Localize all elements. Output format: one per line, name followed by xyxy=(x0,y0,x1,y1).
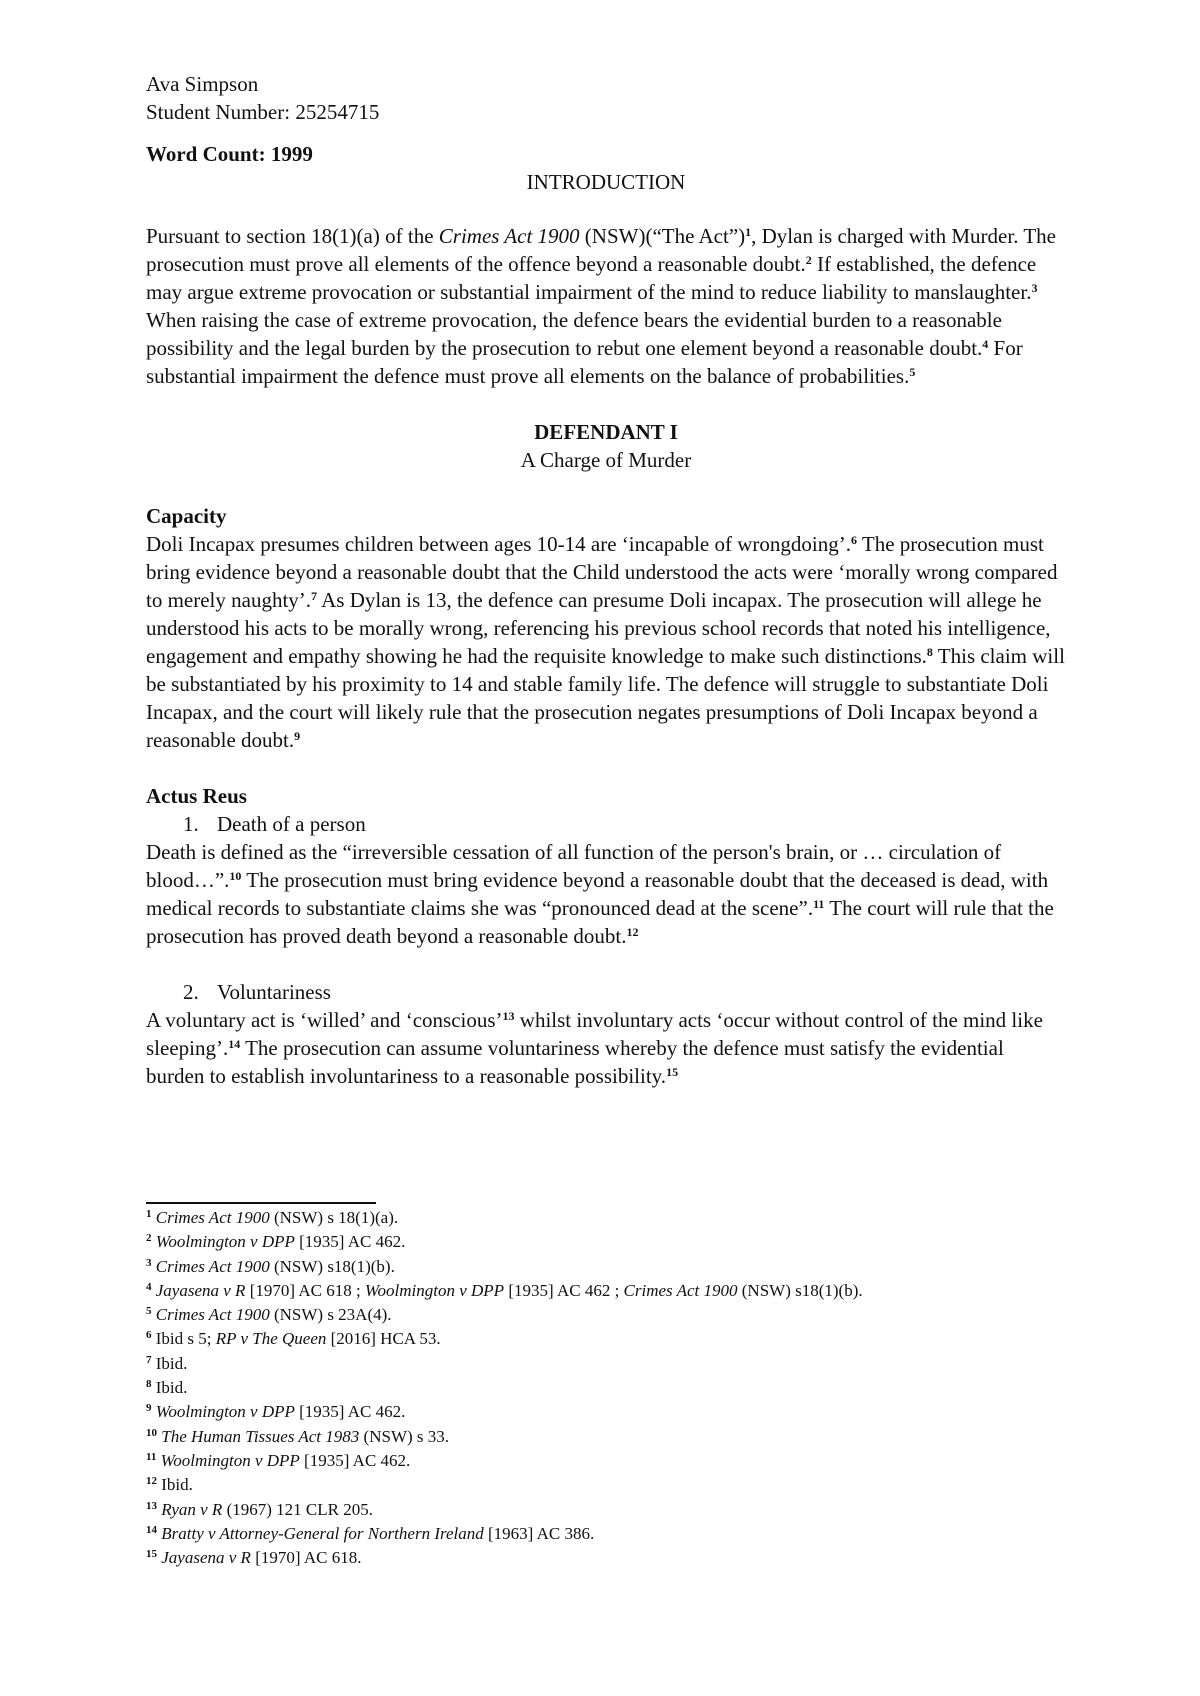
author-name: Ava Simpson xyxy=(146,72,259,96)
footnote-1: $^1$ Crimes Act 1900 (NSW) s 18(1)(a). xyxy=(146,1208,399,1227)
voluntariness-paragraph: A voluntary act is ‘willed’ and ‘conscious’$^{13}$ whilst involuntary acts ‘occur without control of the mind like sleeping’.$^{14}$ The prosecution can assume voluntariness whereby the defence must satisfy the evidential burden to establish involuntariness to a reasonable possibility.$^{15}$ xyxy=(146,1008,1043,1088)
introduction-paragraph: Pursuant to section 18(1)(a) of the Crimes Act 1900 (NSW)(“The Act”)$^1$, Dylan is charged with Murder. The prosecution must prove all elements of the offence beyond a reasonable doubt.$^2$ If established, the defence may argue extreme provocation or substantial impairment of the mind to reduce liability to manslaughter.$^3$ When raising the case of extreme provocation, the defence bears the evidential burden to a reasonable possibility and the legal burden by the prosecution to rebut one element beyond a reasonable doubt.$^4$ For substantial impairment the defence must prove all elements on the balance of probabilities.$^5$ xyxy=(146,224,1056,388)
footnote-ref-3[interactable]: 3 xyxy=(1031,281,1038,295)
footnote-ref-15[interactable]: 15 xyxy=(666,1065,679,1079)
capacity-heading: Capacity xyxy=(146,504,227,528)
defendant-title: DEFENDANT I xyxy=(534,420,678,444)
list-item-voluntariness: 2. Voluntariness xyxy=(183,980,331,1004)
footnote-3: $^3$ Crimes Act 1900 (NSW) s18(1)(b). xyxy=(146,1256,395,1276)
student-number: Student Number: 25254715 xyxy=(146,100,380,124)
footnote-separator xyxy=(146,1202,376,1204)
document-body xyxy=(146,70,1066,1090)
footnote-2: $^2$ Woolmington v DPP [1935] AC 462. xyxy=(146,1232,406,1252)
death-paragraph: Death is defined as the “irreversible cessation of all function of the person's brain, or … circulation of blood…”.$^{10}$ The prosecution must bring evidence beyond a reasonable doubt that the deceased is dead, with medical records to substantiate claims she was “pronounced dead at the scene”.$^{11}$ The court will rule that the prosecution has proved death beyond a reasonable doubt.$^{12}$ xyxy=(146,840,1054,948)
footnote-10: $^{10}$ The Human Tissues Act 1983 (NSW) s 33. xyxy=(146,1426,450,1446)
footnote-7: $^7$ Ibid. xyxy=(146,1353,188,1373)
footnote-ref-14[interactable]: 14 xyxy=(228,1037,241,1051)
footnote-ref-2[interactable]: 2 xyxy=(805,253,812,267)
footnote-12: $^{12}$ Ibid. xyxy=(146,1475,193,1495)
footnote-ref-10[interactable]: 10 xyxy=(229,869,242,883)
footnote-ref-12[interactable]: 12 xyxy=(626,925,639,939)
footnote-ref-7[interactable]: 7 xyxy=(311,589,318,603)
footnotes xyxy=(146,1206,1066,1570)
footnote-8: $^8$ Ibid. xyxy=(146,1378,188,1398)
footnote-13: $^{13}$ Ryan v R (1967) 121 CLR 205. xyxy=(146,1499,373,1519)
actus-reus-heading: Actus Reus xyxy=(146,784,247,808)
capacity-paragraph: Doli Incapax presumes children between ages 10-14 are ‘incapable of wrongdoing’.$^6$ The prosecution must bring evidence beyond a reasonable doubt that the Child understood the acts were ‘morally wrong compared to merely naughty’.$^7$ As Dylan is 13, the defence can presume Doli incapax. The prosecution will allege he understood his acts to be morally wrong, referencing his previous school records that noted his intelligence, engagement and empathy showing he had the requisite knowledge to make such distinctions.$^8$ This claim will be substantiated by his proximity to 14 and stable family life. The defence will struggle to substantiate Doli Incapax, and the court will likely rule that the prosecution negates presumptions of Doli Incapax beyond a reasonable doubt.$^9$ xyxy=(146,532,1065,752)
footnote-11: $^{11}$ Woolmington v DPP [1935] AC 462. xyxy=(146,1450,411,1470)
footnote-ref-4[interactable]: 4 xyxy=(982,337,989,351)
defendant-subtitle: A Charge of Murder xyxy=(520,448,692,472)
footnote-ref-1[interactable]: 1 xyxy=(745,225,752,239)
word-count: Word Count: 1999 xyxy=(146,142,313,166)
footnote-ref-11[interactable]: 11 xyxy=(813,897,825,911)
footnote-4: $^4$ Jayasena v R [1970] AC 618 ; Woolmington v DPP [1935] AC 462 ; Crimes Act 1900 (NSW) s18(1)(b). xyxy=(146,1280,863,1300)
list-item-death: 1. Death of a person xyxy=(183,812,366,836)
footnote-ref-6[interactable]: 6 xyxy=(851,533,857,547)
footnote-ref-8[interactable]: 8 xyxy=(926,645,933,659)
footnote-ref-9[interactable]: 9 xyxy=(294,729,301,743)
footnote-5: $^5$ Crimes Act 1900 (NSW) s 23A(4). xyxy=(146,1305,392,1325)
footnote-14: $^{14}$ Bratty v Attorney-General for Northern Ireland [1963] AC 386. xyxy=(146,1523,595,1543)
footnote-6: $^6$ Ibid s 5; RP v The Queen [2016] HCA 53. xyxy=(146,1329,441,1349)
footnote-ref-5[interactable]: 5 xyxy=(909,365,916,379)
footnote-15: $^{15}$ Jayasena v R [1970] AC 618. xyxy=(146,1548,362,1568)
footnote-9: $^9$ Woolmington v DPP [1935] AC 462. xyxy=(146,1402,406,1422)
introduction-title: INTRODUCTION xyxy=(526,170,686,194)
footnote-ref-13[interactable]: 13 xyxy=(502,1009,515,1023)
